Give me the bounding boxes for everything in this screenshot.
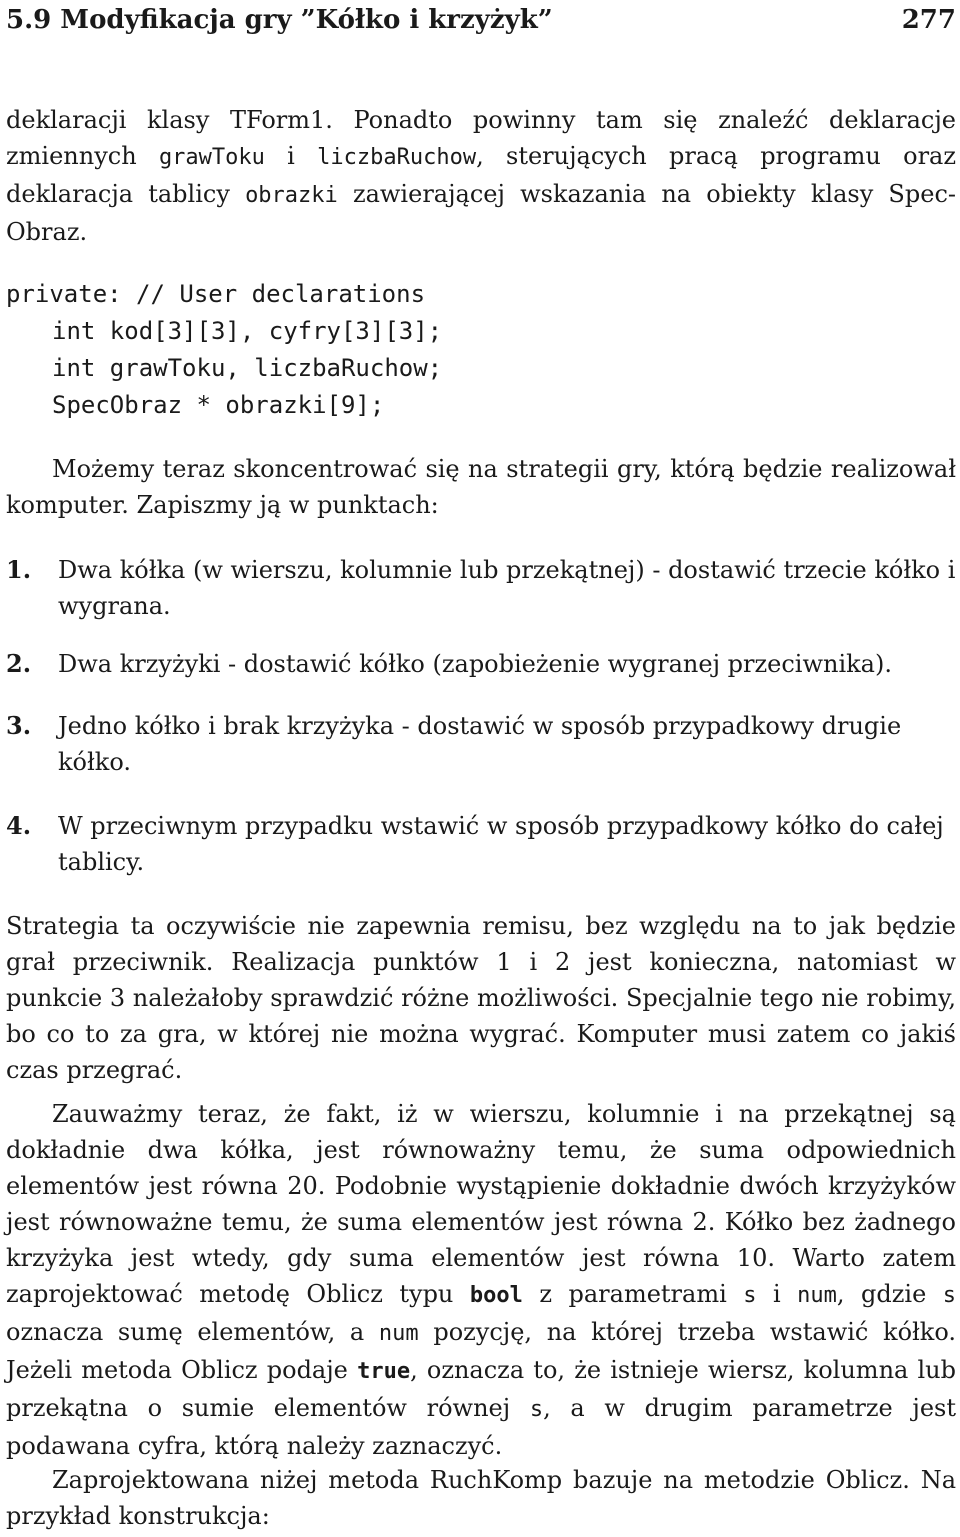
inline-code: s — [743, 1283, 757, 1308]
page-number: 277 — [901, 5, 956, 35]
list-number: 3. — [6, 711, 32, 740]
list-text: W przeciwnym przypadku wstawić w sposób przypadkowy kółko do całej tablicy. — [58, 812, 944, 876]
paragraph-oblicz-method: Zauważmy teraz, że fakt, iż w wierszu, kolumnie i na przekątnej są dokładnie dwa kółka, jest równoważny temu, że suma odpowiednich elementów jest równa 20. Podobnie wystąpienie dokładnie dwóch krzyżyków jest równoważne temu, że suma elementów jest równa 2. Kółko bez żadnego krzyżyka jest wtedy, gdy suma elementów jest równa 10. Warto zatem zaprojektować metodę Oblicz typu bool z parametrami s i num, gdzie s oznacza sumę elementów, a num pozycję, na której trzeba wstawić kółko. Jeżeli metoda Oblicz podaje true, oznacza to, że istnieje wiersz, kolumna lub przekątna o sumie elementów równej s, a w drugim parametrze jest podawana cyfra, którą należy zaznaczyć. — [6, 1100, 957, 1460]
inline-code: obrazki — [245, 183, 338, 208]
inline-code: grawToku — [158, 145, 265, 170]
code-line: private: // User declarations — [6, 280, 426, 308]
list-number: 2. — [6, 649, 32, 678]
paragraph-strategy-intro: Możemy teraz skoncentrować się na strategii gry, którą będzie realizował komputer. Zapiszmy ją w punktach: — [6, 455, 956, 519]
code-line: int grawToku, liczbaRuchow; — [52, 354, 443, 382]
list-number: 4. — [6, 811, 32, 840]
inline-code: liczbaRuchow — [317, 145, 477, 170]
list-number: 1. — [6, 555, 32, 584]
inline-code: s — [942, 1283, 957, 1308]
code-block — [6, 276, 956, 424]
inline-code: num — [797, 1283, 837, 1308]
code-line: SpecObraz * obrazki[9]; — [52, 391, 385, 419]
list-text: Jedno kółko i brak krzyżyka - dostawić w sposób przypadkowy drugie kółko. — [58, 712, 902, 776]
inline-code: num — [378, 1321, 419, 1346]
inline-keyword: bool — [469, 1283, 523, 1308]
inline-keyword: true — [357, 1359, 411, 1384]
paragraph-strategy-note: Strategia ta oczywiście nie zapewnia remisu, bez względu na to jak będzie grał przeciwnik. Realizacja punktów 1 i 2 jest konieczna, natomiast w punkcie 3 należałoby sprawdzić różne możliwości. Specjalnie tego nie robimy, bo co to za gra, w której nie można wygrać. Komputer musi zatem co jakiś czas przegrać. — [6, 912, 956, 1084]
running-header — [6, 2, 956, 38]
inline-code: s — [529, 1397, 544, 1422]
list-text: Dwa kółka (w wierszu, kolumnie lub przekątnej) - dostawić trzecie kółko i wygrana. — [58, 556, 956, 620]
paragraph-ruchkomp: Zaprojektowana niżej metoda RuchKomp bazuje na metodzie Oblicz. Na przykład konstrukcja: — [6, 1466, 956, 1530]
list-text: Dwa krzyżyki - dostawić kółko (zapobieżenie wygranej przeciwnika). — [58, 650, 892, 678]
section-title: 5.9 Modyfikacja gry ”Kółko i krzyżyk” — [6, 5, 553, 35]
paragraph-declarations: deklaracji klasy TForm1. Ponadto powinny tam się znaleźć deklaracje zmiennych grawToku i liczbaRuchow, sterujących pracą programu oraz deklaracja tablicy obrazki zawierającej wskazania na obiekty klasy Spec-Obraz. — [6, 106, 956, 246]
code-line: int kod[3][3], cyfry[3][3]; — [52, 317, 443, 345]
